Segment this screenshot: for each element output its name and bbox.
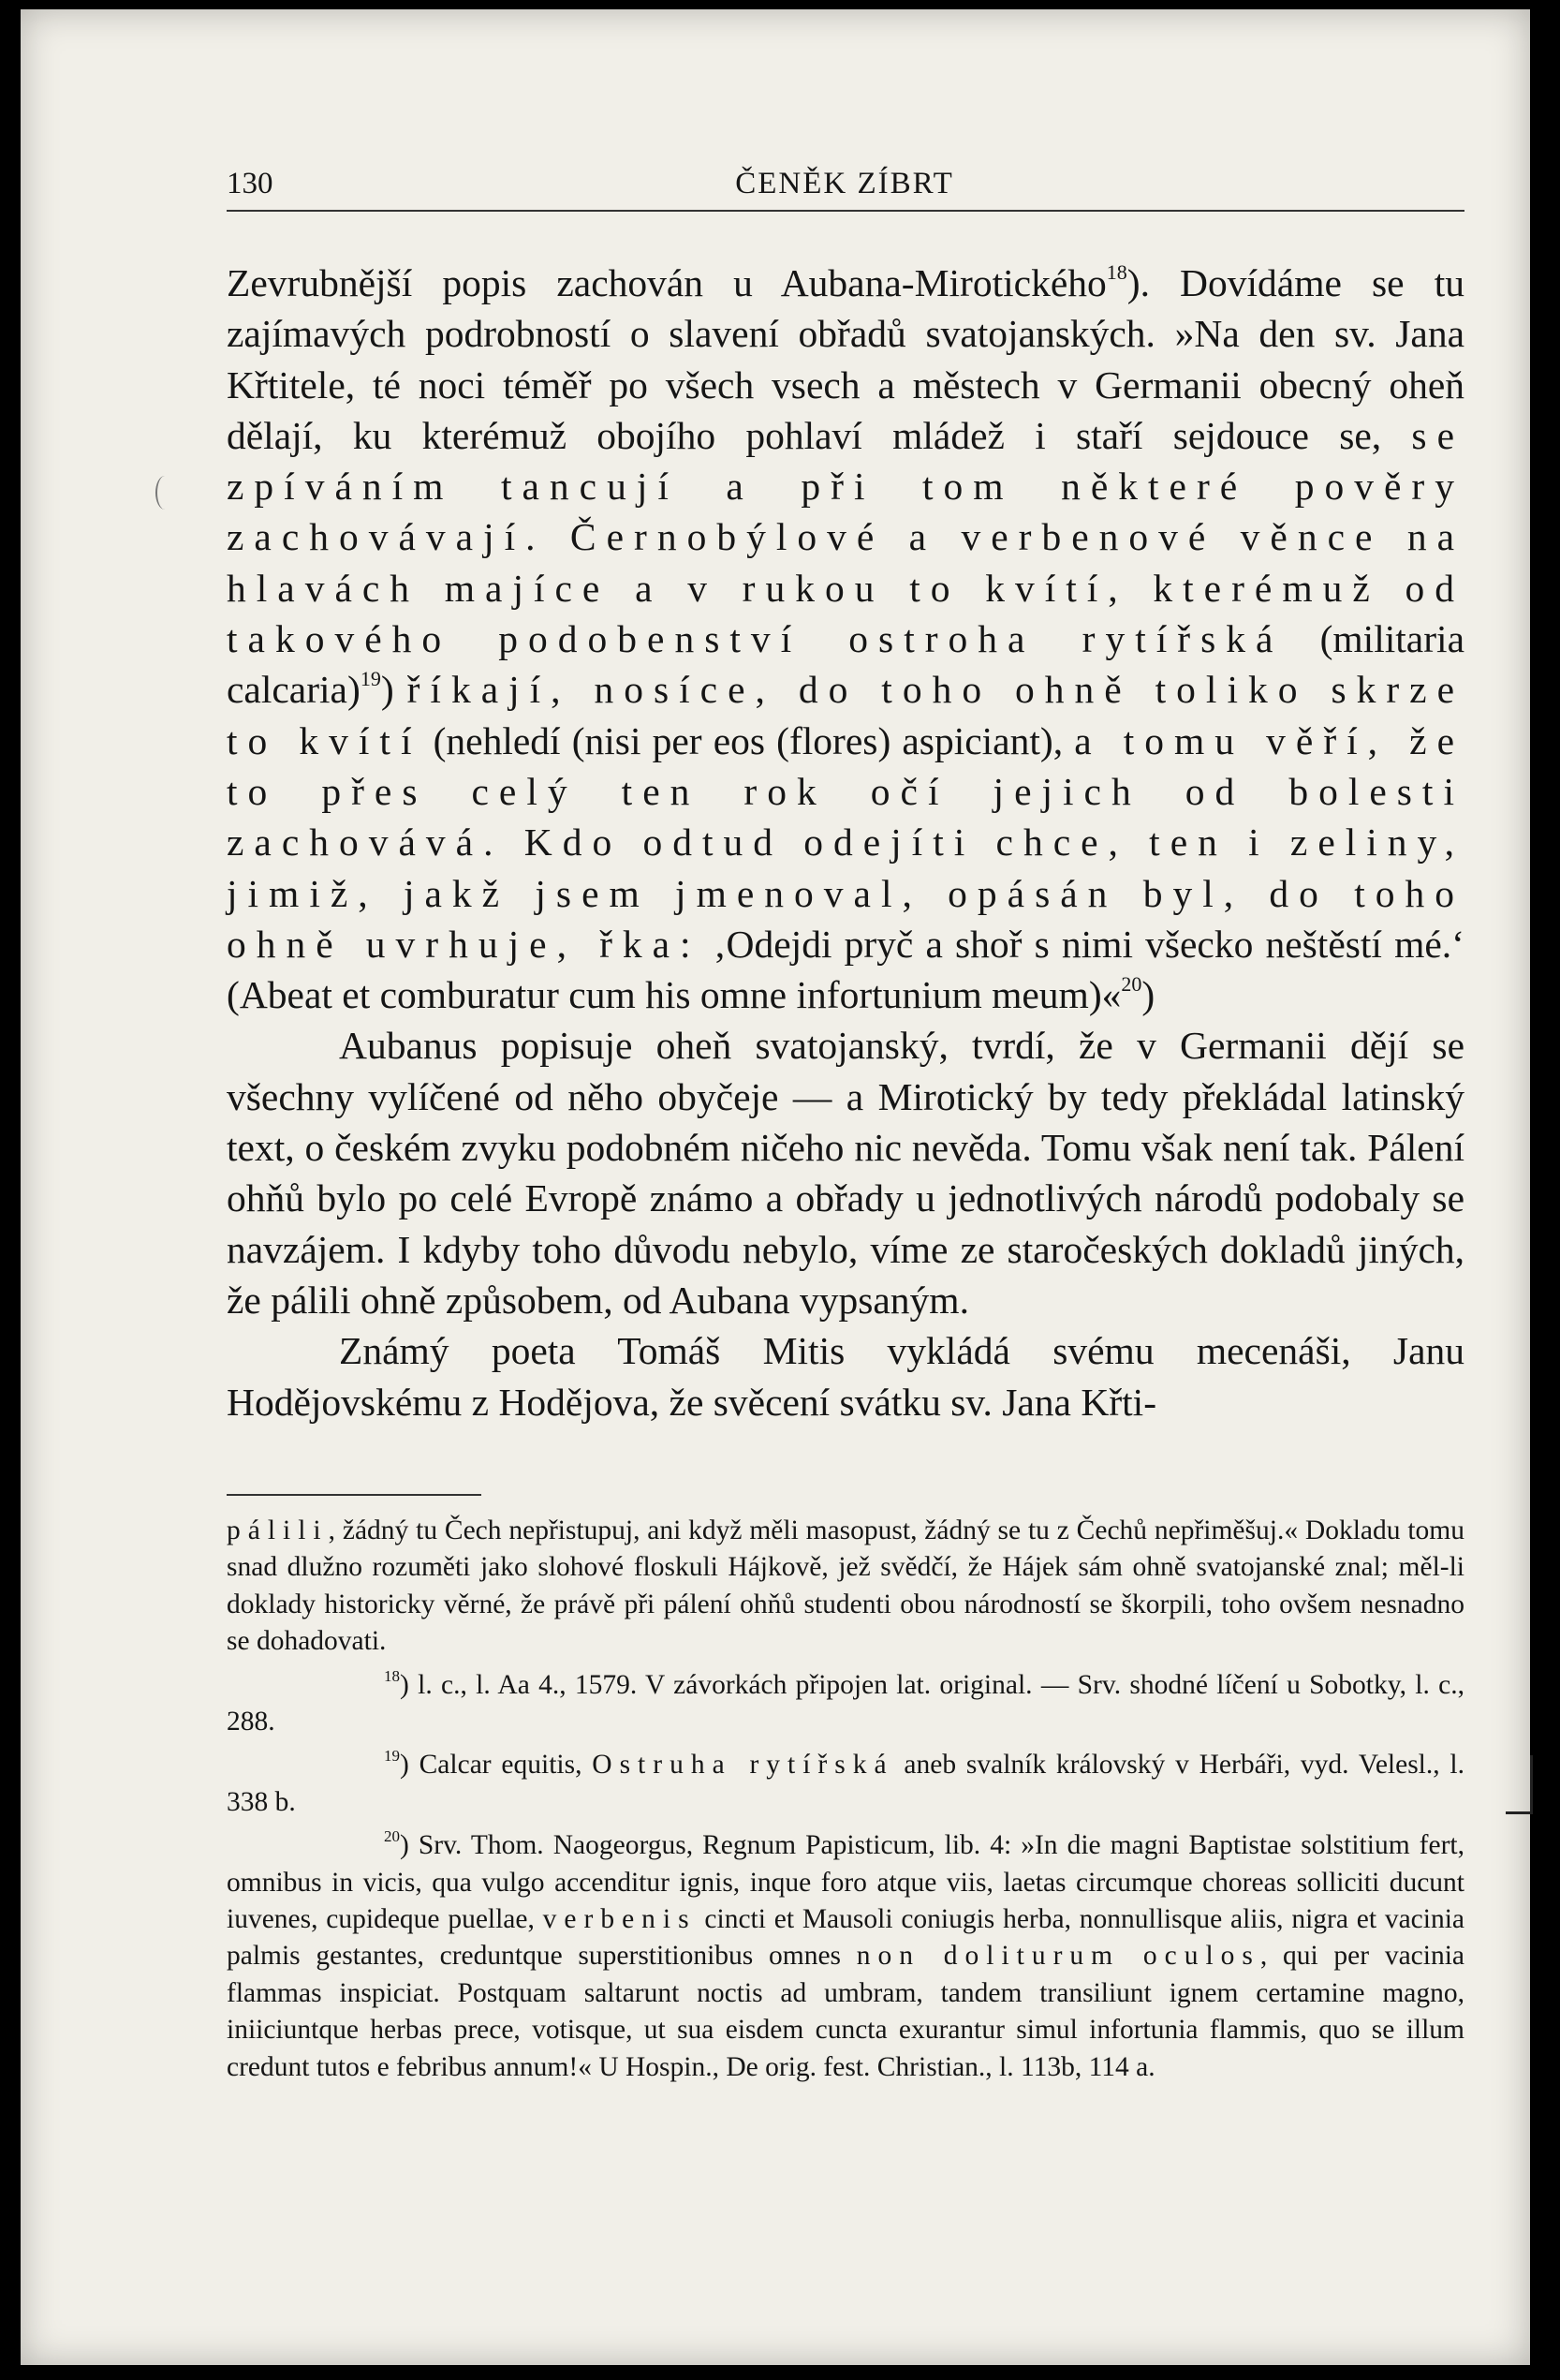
footnote-ref-20: 20 xyxy=(1121,972,1142,997)
text-run: Zevrubnější popis zachován u Aubana-Mirotického xyxy=(227,261,1107,304)
footnote-rule xyxy=(227,1494,481,1496)
footnote-ref-19: 19 xyxy=(360,667,381,691)
scanned-page xyxy=(21,9,1530,2365)
text-run: ) xyxy=(1141,973,1155,1017)
text-run: ) Srv. Thom. Naogeorgus, Regnum Papisticum, lib. 4: »In die magni Baptistae solstitium fert, omnibus in vicis, qua vulgo accenditur ignis, inque foro atque viis, laetas circumque choreas solliciti ducunt iuvenes, cupideque puellae, xyxy=(227,1830,1464,1935)
text-run: ) xyxy=(380,668,407,712)
footnote-number: 18 xyxy=(384,1666,400,1685)
spaced-text: verbenis xyxy=(542,1904,697,1935)
paragraph-3: Známý poeta Tomáš Mitis vykládá svému mecenáši, Janu Hodějovskému z Hodějova, že svěcení svátku sv. Jana Křti- xyxy=(227,1329,1464,1424)
spaced-text: a tomu věří, že to přes celý ten rok očí jejich od bolesti zachovává. Kdo odtud odejíti chce, ten i zeliny, jimiž, jakž jsem jmenoval, opásán byl, do toho ohně uvrhuje, řka: xyxy=(227,718,1464,966)
paragraph-2: Aubanus popisuje oheň svatojanský, tvrdí, že v Germanii dějí se všechny vylíčené od něho obyčeje — a Mirotický by tedy překládal latinský text, o českém zvyku podobném ničeho nic nevěda. Tomu však není tak. Pálení ohňů bylo po celé Evropě známo a obřady u jednotlivých národů podobaly se navzájem. I kdyby toho důvodu nebylo, víme ze staročeských dokladů jiných, že pálili ohně způsobem, od Aubana vypsaným. xyxy=(227,1024,1464,1322)
footnote-continuation xyxy=(227,1513,1464,1661)
page-number: 130 xyxy=(227,167,273,200)
text-run: (militaria calcaria) xyxy=(227,617,1464,712)
spaced-text: Ostruha rytířská xyxy=(592,1750,894,1781)
main-text xyxy=(227,258,1464,1427)
footnote-number: 20 xyxy=(384,1827,400,1846)
text-run: , žádný tu Čech nepřistupuj, ani když měli masopust, žádný se tu z Čechů nepřiměšuj.« Dokladu tomu snad dlužno rozuměti jako slohové floskuli Hájkově, jež svědčí, že Hájek sám ohně svatojanské znal; měl-li doklady historicky věrné, že právě při pálení ohňů studenti obou národností se škorpili, toho ovšem nesnadno se dohadovati. xyxy=(227,1515,1464,1657)
text-run: cincti et Mausoli coniugis herba, nonnullisque aliis, nigra et vacinia palmis gestantes, creduntque superstitionibus omnes xyxy=(227,1904,1465,1972)
footnote-19 xyxy=(227,1747,1464,1821)
text-run: aneb svalník královský v Herbáři, vyd. Velesl., l. 338 b. xyxy=(227,1750,1465,1817)
paragraph-1 xyxy=(227,258,1464,1020)
footnote-number: 19 xyxy=(384,1747,400,1766)
text-run: ‚Odejdi pryč a shoř s nimi všecko neštěstí mé.‘ (Abeat et comburatur cum his omne infortunium meum)« xyxy=(227,922,1464,1017)
text-run: ). Dovídáme se tu zajímavých podrobností o slavení obřadů svatojanských. »Na den sv. Jana Křtitele, té noci téměř po všech vsech a městech v Germanii obecný oheň dělají, ku kterémuž obojího pohlaví mládež i staří sejdouce se, xyxy=(227,261,1464,457)
footnote-18 xyxy=(227,1667,1464,1741)
spaced-text: říkají, nosíce, do toho ohně toliko skrze to kvítí xyxy=(227,668,1464,762)
footnote-ref-18: 18 xyxy=(1106,260,1127,284)
running-title: ČENĚK ZÍBRT xyxy=(735,167,954,200)
footnote-20 xyxy=(227,1827,1464,2086)
header-rule xyxy=(227,210,1464,212)
footnotes xyxy=(227,1513,1464,2092)
text-run: (nehledí (nisi per eos (flores) aspiciant), xyxy=(421,718,1075,762)
text-run: ) Calcar equitis, xyxy=(400,1750,593,1781)
spaced-text: non doliturum oculos xyxy=(856,1941,1260,1972)
margin-pencil-mark xyxy=(155,476,174,510)
spaced-text: se zpíváním tancují a při tom některé pověry zachovávají. Černobýlové a verbenové věnce na hlavách majíce a v rukou to kvítí, kterémuž od takového podobenství ostroha rytířská xyxy=(227,413,1464,661)
margin-bracket-mark xyxy=(1506,1755,1533,1814)
text-run: , qui per vacinia flammas inspiciat. Postquam saltarunt noctis ad umbram, tandem transiliunt ignem certamine magno, iniiciuntque herbas prece, votisque, ut sua eisdem cuncta exurantur simul infortunia flammis, quo se illum credunt tutos e febribus annum!« U Hospin., De orig. fest. Christian., l. 113b, 114 a. xyxy=(227,1941,1464,2082)
spaced-text: pálili xyxy=(227,1515,329,1545)
running-header xyxy=(227,167,1463,210)
text-run: ) l. c., l. Aa 4., 1579. V závorkách připojen lat. original. — Srv. shodné líčení u Sobotky, l. c., 288. xyxy=(227,1669,1464,1737)
